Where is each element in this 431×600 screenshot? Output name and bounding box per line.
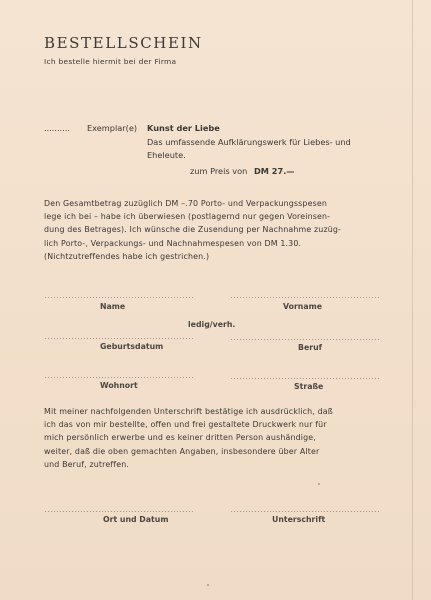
wohnort-label: Wohnort	[100, 381, 138, 390]
form-subtitle: Ich bestelle hiermit bei der Firma	[44, 57, 177, 66]
confirmation-line: und Beruf, zutreffen.	[44, 459, 130, 469]
ort-datum-label: Ort und Datum	[103, 515, 169, 524]
geburtsdatum-label: Geburtsdatum	[100, 342, 164, 351]
strasse-field[interactable]	[230, 378, 380, 379]
unterschrift-label: Unterschrift	[272, 515, 326, 524]
quantity-blank[interactable]: ..........	[44, 123, 71, 133]
ort-datum-field[interactable]	[44, 511, 194, 512]
paper-speck	[207, 584, 209, 586]
confirmation-line: Mit meiner nachfolgenden Unterschrift bestätige ich ausdrücklich, daß	[44, 407, 333, 416]
payment-line: Den Gesamtbetrag zuzüglich DM –.70 Porto- und Verpackungsspesen	[44, 199, 328, 208]
payment-line: lege ich bei – habe ich überwiesen (postlagernd nur gegen Voreinsen-	[44, 212, 331, 222]
beruf-field[interactable]	[230, 339, 380, 340]
paper-speck	[318, 483, 320, 485]
price-value: DM 27.—	[254, 166, 295, 176]
strasse-label: Straße	[294, 382, 324, 391]
confirmation-paragraph	[44, 405, 333, 471]
payment-paragraph	[44, 197, 341, 263]
paper-fold-line	[412, 0, 413, 600]
payment-line: (Nichtzutreffendes habe ich gestrichen.)	[44, 251, 210, 261]
vorname-label: Vorname	[283, 302, 323, 311]
unterschrift-field[interactable]	[230, 511, 380, 512]
geburtsdatum-field[interactable]	[44, 338, 194, 339]
form-title: BESTELLSCHEIN	[44, 34, 203, 52]
payment-line: lich Porto-, Verpackungs- und Nachnahmespesen von DM 1.30.	[44, 238, 302, 248]
confirmation-line: ich das von mir bestellte, offen und frei gestaltete Druckwerk nur für	[44, 420, 327, 430]
exemplar-label: Exemplar(e)	[87, 123, 138, 133]
beruf-label: Beruf	[298, 343, 323, 352]
name-label: Name	[100, 302, 126, 311]
confirmation-line: weiter, daß die oben gemachten Angaben, insbesondere über Alter	[44, 446, 320, 456]
confirmation-line: mich persönlich erwerbe und es keiner dritten Person aushändige,	[44, 433, 316, 443]
book-description-line1: Das umfassende Aufklärungswerk für Liebes- und	[147, 137, 351, 147]
name-field[interactable]	[44, 297, 194, 298]
book-description-line2: Eheleute.	[147, 150, 186, 160]
vorname-field[interactable]	[230, 297, 380, 298]
price-prefix: zum Preis von	[190, 166, 248, 176]
payment-line: dung des Betrages). Ich wünsche die Zusendung per Nachnahme zuzüg-	[44, 225, 342, 235]
marital-status-label[interactable]: ledig/verh.	[188, 320, 236, 329]
wohnort-field[interactable]	[44, 377, 194, 378]
book-title: Kunst der Liebe	[147, 123, 220, 133]
